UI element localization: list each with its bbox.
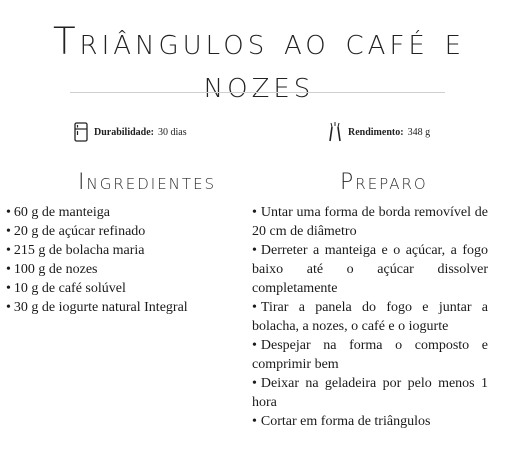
yield-value: 348 g [407,126,431,138]
durability-label: Durabilidade: [94,126,155,138]
preparation-steps [252,203,488,431]
whisk-icon [326,122,344,142]
ingredients-heading: Ingredientes [78,170,217,195]
recipe-title: Triângulos ao café e nozes [52,20,466,106]
ingredient-item: • 10 g de café solúvel [6,279,238,298]
yield-label: Rendimento: [348,126,404,138]
ingredients-list [6,203,238,317]
preparation-heading: Preparo [340,170,428,195]
ingredient-item: • 100 g de nozes [6,260,238,279]
yield-info [326,122,430,142]
preparation-step: • Derreter a manteiga e o açúcar, a fogo baixo até o açúcar dissolver completamente [252,241,488,298]
preparation-step: • Despejar na forma o composto e comprimir bem [252,336,488,374]
ingredient-item: • 20 g de açúcar refinado [6,222,238,241]
preparation-step: • Cortar em forma de triângulos [252,412,488,431]
ingredient-item: • 30 g de iogurte natural Integral [6,298,238,317]
title-divider [70,92,445,93]
preparation-step: • Tirar a panela do fogo e juntar a bolacha, a nozes, o café e o iogurte [252,298,488,336]
preparation-step: • Deixar na geladeira por pelo menos 1 hora [252,374,488,412]
durability-info [72,122,187,142]
ingredient-item: • 60 g de manteiga [6,203,238,222]
fridge-icon [72,122,90,142]
ingredient-item: • 215 g de bolacha maria [6,241,238,260]
preparation-step: • Untar uma forma de borda removível de 20 cm de diâmetro [252,203,488,241]
durability-value: 30 dias [158,126,187,138]
